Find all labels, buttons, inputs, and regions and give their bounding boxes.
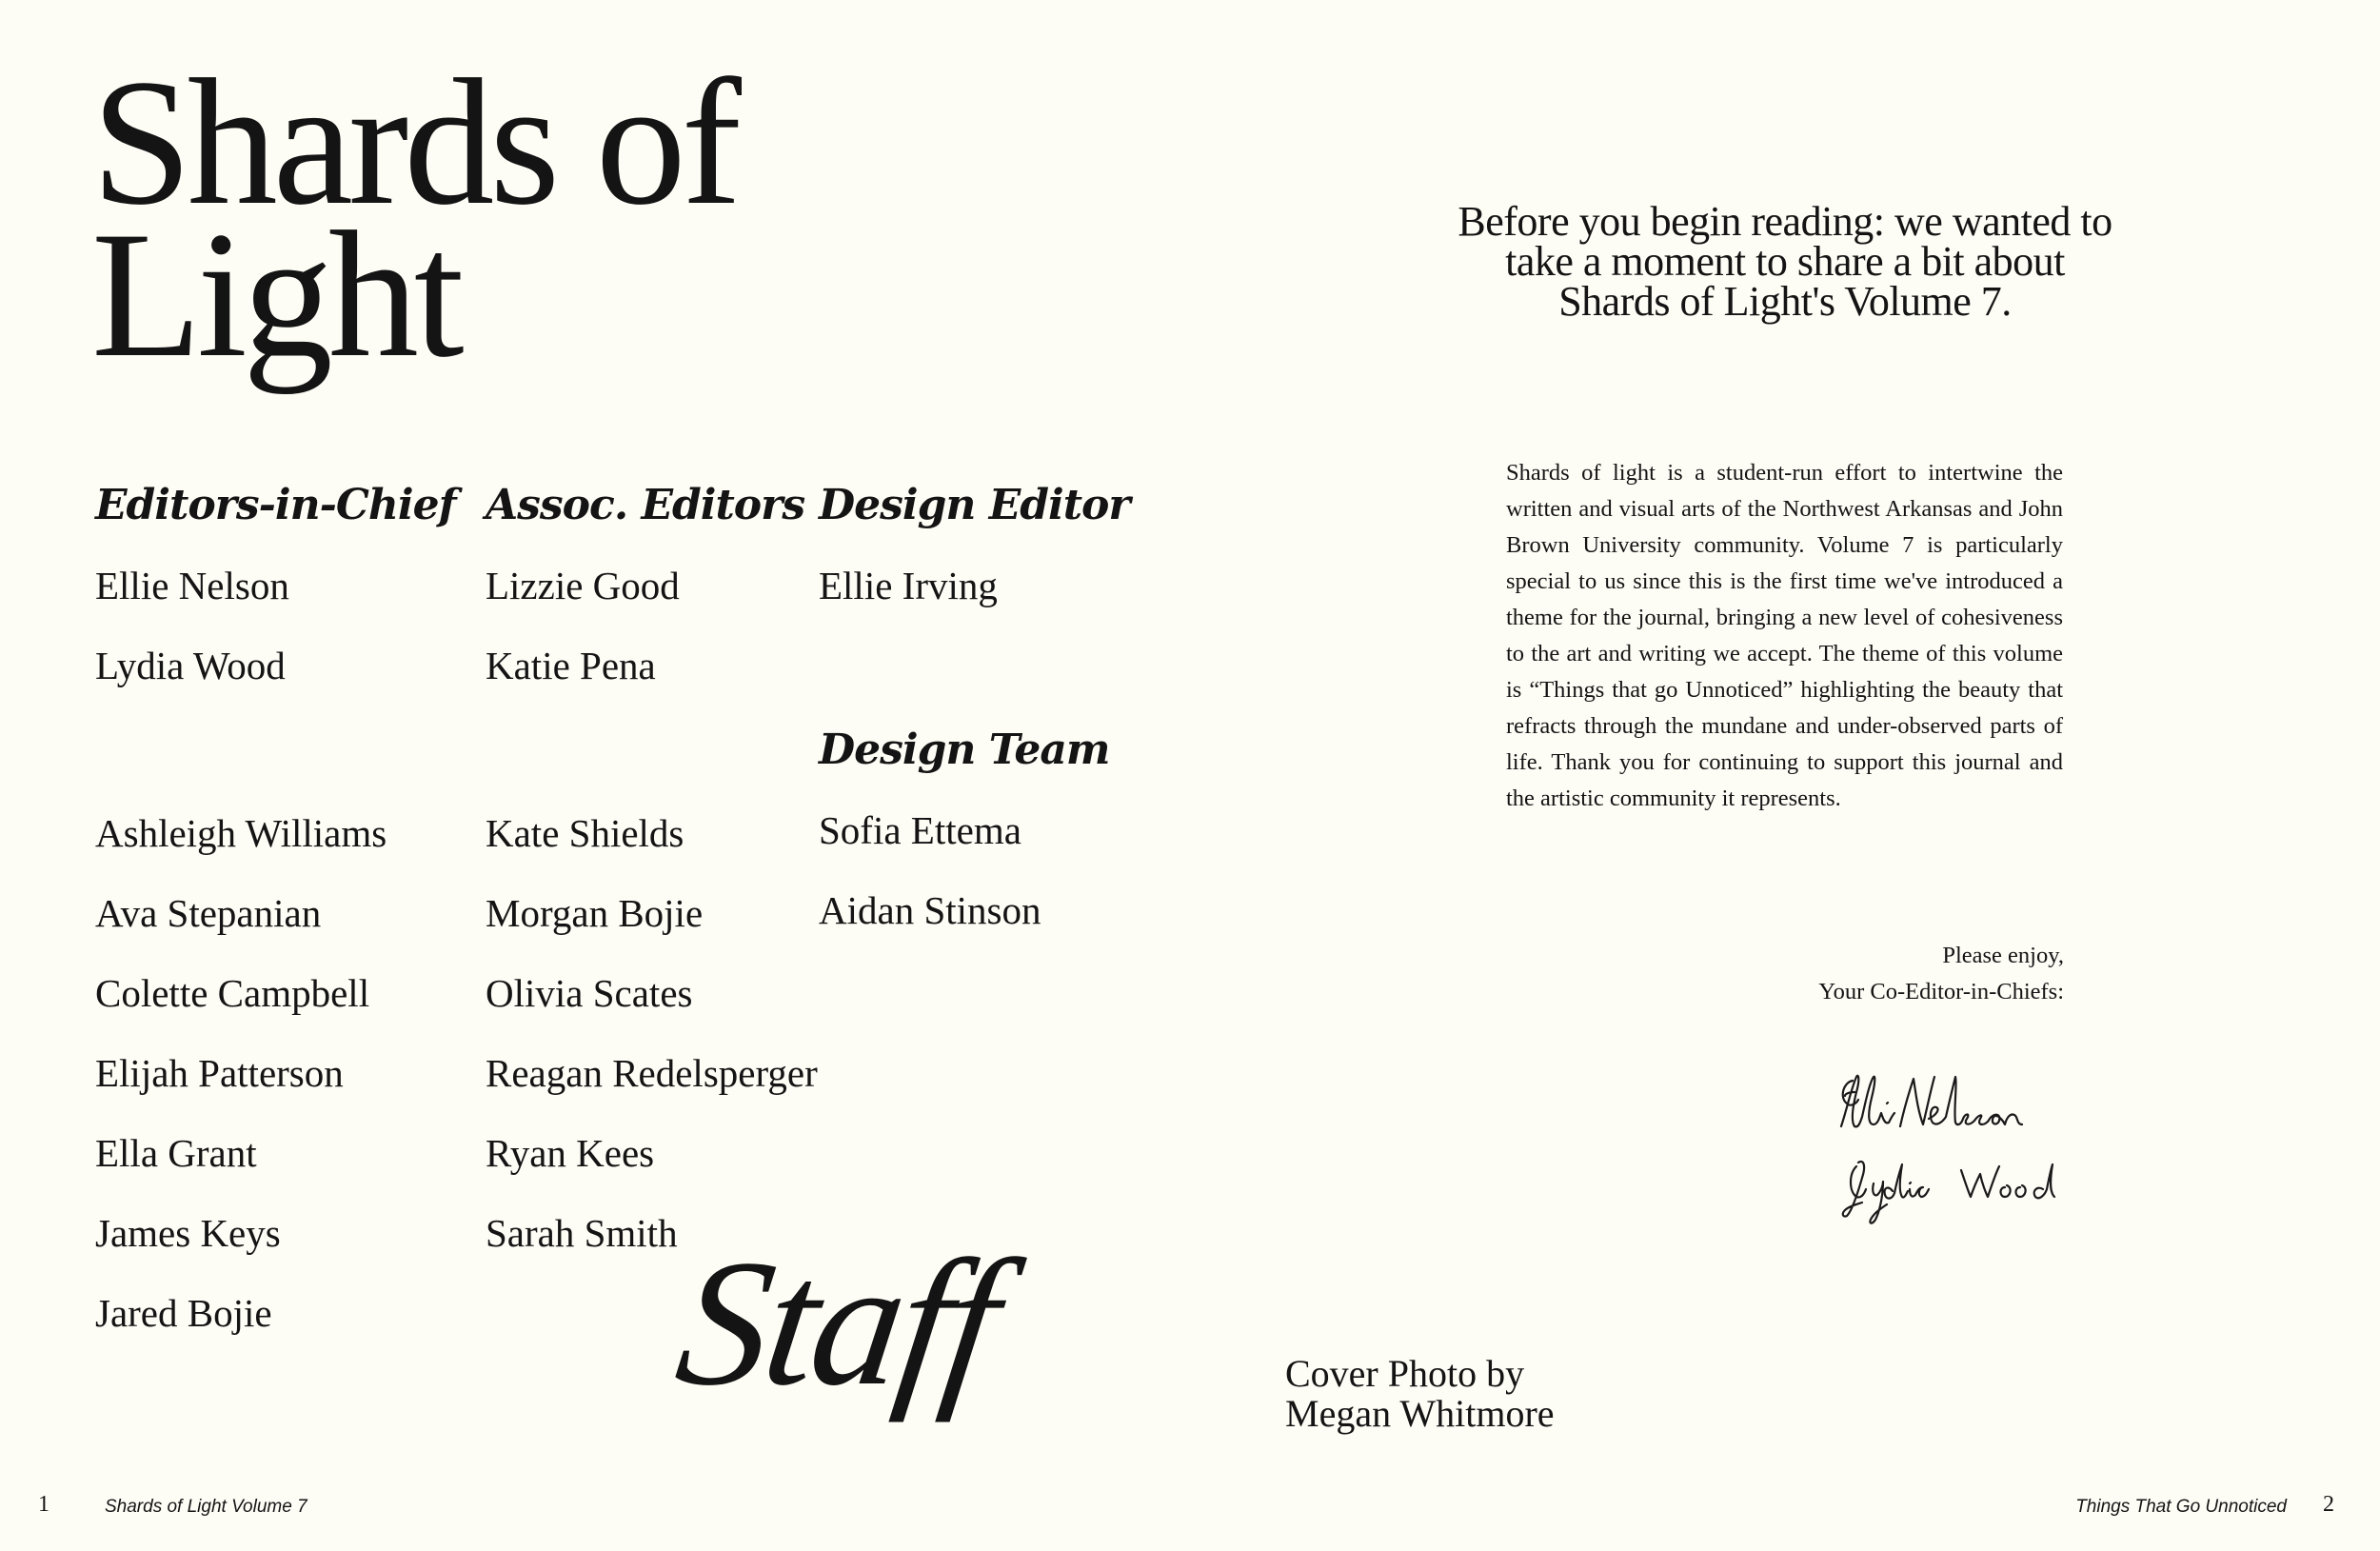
editor-name: Lydia Wood <box>95 644 286 687</box>
editors-in-chief-list <box>95 546 476 706</box>
assoc-editors-section <box>486 481 866 530</box>
editor-name: Ellie Nelson <box>95 564 289 607</box>
assoc-editor-name: Lizzie Good <box>486 564 680 607</box>
design-team-section <box>819 726 1200 775</box>
intro-body: Shards of light is a student-run effort to intertwine the written and visual arts of the Northwest Arkansas and John Brown University community. Volume 7 is particularly special to us since this is the first time we've introduced a theme for the journal, bringing a new level of cohesiveness to the art and writing we accept. The theme of this volume is “Things that go Unnoticed” highlighting the beauty that refracts through the mundane and under-observed parts of life. Thank you for continuing to support this journal and the artistic community it represents. <box>1506 460 2063 811</box>
staff-name: Kate Shields <box>486 811 684 855</box>
staff-label: Staff <box>666 1223 1008 1423</box>
intro-heading: Before you begin reading: we wanted to take a moment to share a bit about Shards of Light's Volume 7. <box>1458 198 2112 325</box>
right-page-number: 2 <box>2323 1492 2334 1517</box>
design-team-list <box>819 790 1200 950</box>
assoc-editors-heading: Assoc. Editors <box>486 481 805 529</box>
left-running-title: Shards of Light Volume 7 <box>105 1497 307 1517</box>
editors-in-chief-heading: Editors-in-Chief <box>95 481 456 529</box>
staff-name: Ava Stepanian <box>95 891 322 935</box>
staff-name: Ashleigh Williams <box>95 811 387 855</box>
staff-list-col-2 <box>486 793 866 1273</box>
signatures <box>1837 1071 2075 1233</box>
assoc-editor-name: Katie Pena <box>486 644 656 687</box>
signoff <box>1618 938 2064 1010</box>
title-line-1: Shards of <box>91 43 737 243</box>
staff-name: Morgan Bojie <box>486 891 704 935</box>
signoff-line-2: Your Co-Editor-in-Chiefs: <box>1818 979 2064 1004</box>
staff-name: Sarah Smith <box>486 1211 678 1255</box>
assoc-editors-list <box>486 546 866 706</box>
staff-name: James Keys <box>95 1211 281 1255</box>
staff-name: Ella Grant <box>95 1131 257 1175</box>
design-team-name: Aidan Stinson <box>819 888 1041 932</box>
design-editor-name: Ellie Irving <box>819 564 998 607</box>
signoff-line-1: Please enjoy, <box>1942 943 2064 968</box>
design-team-heading: Design Team <box>819 726 1110 774</box>
design-team-name: Sofia Ettema <box>819 808 1021 852</box>
title-line-2: Light <box>91 195 460 395</box>
signature-ellie-nelson <box>1841 1076 2022 1127</box>
left-page-number: 1 <box>38 1492 50 1517</box>
design-editor-heading: Design Editor <box>819 481 1130 529</box>
staff-name: Ryan Kees <box>486 1131 655 1175</box>
page-title <box>91 43 948 395</box>
design-editor-section <box>819 481 1200 530</box>
staff-name: Colette Campbell <box>95 971 370 1015</box>
staff-list-col-1 <box>95 793 476 1353</box>
right-running-title: Things That Go Unnoticed <box>2075 1497 2287 1517</box>
staff-name: Olivia Scates <box>486 971 693 1015</box>
staff-name: Reagan Redelsperger <box>486 1051 818 1095</box>
design-editor-list <box>819 546 1200 626</box>
staff-name: Jared Bojie <box>95 1291 272 1335</box>
signature-lydia-wood <box>1843 1162 2054 1223</box>
cover-photo-credit: Cover Photo by Megan Whitmore <box>1285 1352 1555 1435</box>
editors-in-chief-section <box>95 481 476 530</box>
staff-name: Elijah Patterson <box>95 1051 344 1095</box>
